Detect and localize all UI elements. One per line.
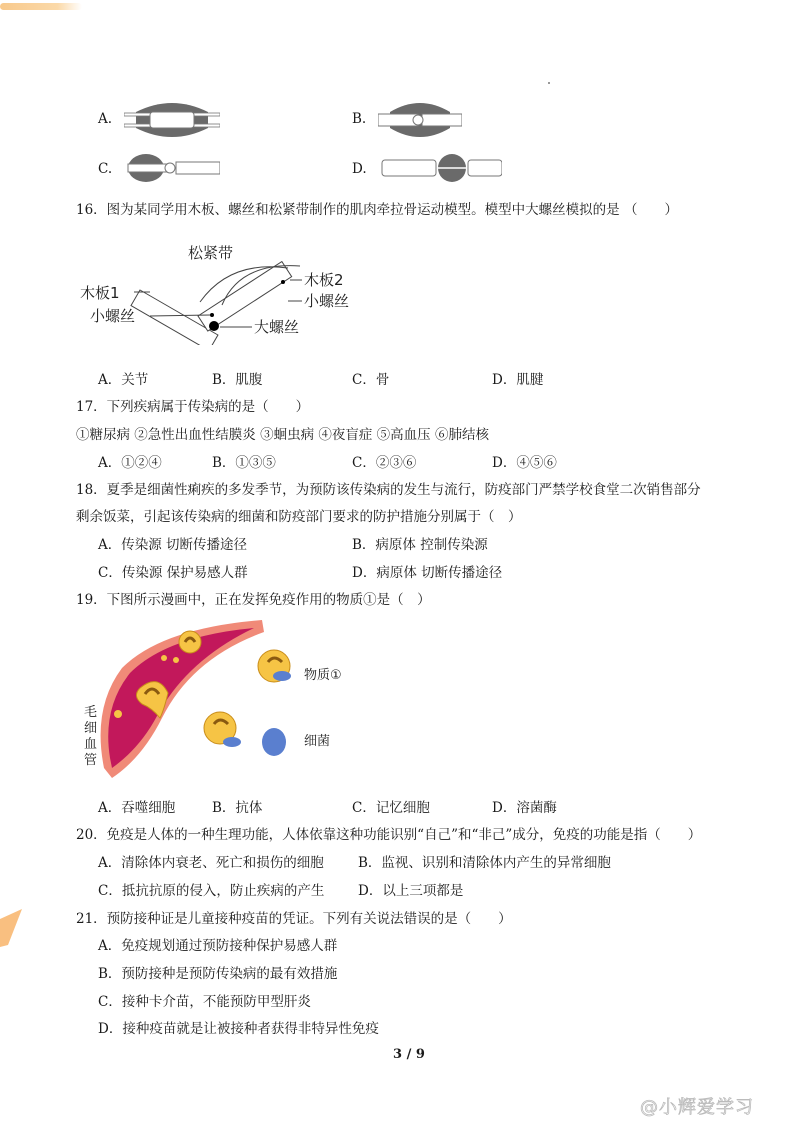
q17-option-c[interactable]: C．②③⑥ [352, 455, 417, 471]
q19-option-c[interactable]: C．记忆细胞 [352, 800, 430, 816]
label-band: 松紧带 [188, 244, 234, 262]
immune-cartoon-figure [82, 618, 352, 783]
q15-option-c-label: C. [98, 161, 113, 177]
label-board-1: 木板1 [80, 284, 120, 302]
q21-option-c[interactable]: C．接种卡介苗，不能预防甲型肝炎 [98, 994, 311, 1010]
page-number: 3 / 9 [393, 1047, 425, 1062]
q15-option-d-label: D. [352, 161, 367, 177]
q18-option-b[interactable]: B．病原体 控制传染源 [352, 537, 488, 553]
orange-marker-stroke-left [0, 905, 26, 949]
q17-option-b[interactable]: B．①③⑤ [212, 455, 276, 471]
q21-option-a[interactable]: A．免疫规划通过预防接种保护易感人群 [98, 938, 338, 954]
q18-option-d[interactable]: D．病原体 切断传播途径 [352, 565, 503, 581]
muscle-bone-figure-d [380, 152, 502, 184]
q20-stem: 20．免疫是人体的一种生理功能，人体依靠这种功能识别“自己”和“非己”成分，免疫的功能是指（ ） [76, 827, 702, 843]
label-substance: 物质① [304, 668, 342, 683]
q17-stem: 17．下列疾病属于传染病的是（ ） [76, 399, 310, 415]
q16-option-d[interactable]: D．肌腱 [492, 372, 544, 388]
q21-option-d[interactable]: D．接种疫苗就是让被接种者获得非特异性免疫 [98, 1021, 379, 1037]
muscle-bone-figure-a [124, 100, 220, 140]
q18-stem-line1: 18．夏季是细菌性痢疾的多发季节，为预防该传染病的发生与流行，防疫部门严禁学校食堂二次销售部分 [76, 482, 701, 498]
q19-option-d[interactable]: D．溶菌酶 [492, 800, 557, 816]
q21-stem: 21．预防接种证是儿童接种疫苗的凭证。下列有关说法错误的是（ ） [76, 911, 512, 927]
q18-option-a[interactable]: A．传染源 切断传播途径 [98, 537, 248, 553]
q15-option-b-label: B. [352, 111, 367, 127]
q17-option-d[interactable]: D．④⑤⑥ [492, 455, 557, 471]
label-capillary: 毛细血管 [84, 705, 98, 768]
label-board-2: 木板2 [304, 271, 344, 289]
q19-option-a[interactable]: A．吞噬细胞 [98, 800, 176, 816]
q20-option-c[interactable]: C．抵抗抗原的侵入，防止疾病的产生 [98, 883, 325, 899]
q20-option-b[interactable]: B．监视、识别和清除体内产生的异常细胞 [358, 855, 611, 871]
q20-option-a[interactable]: A．清除体内衰老、死亡和损伤的细胞 [98, 855, 324, 871]
muscle-model-figure [80, 240, 370, 345]
label-big-screw: 大螺丝 [254, 318, 300, 336]
q16-option-b[interactable]: B．肌腹 [212, 372, 263, 388]
label-small-screw-left: 小螺丝 [90, 307, 136, 325]
q15-option-a-label: A. [98, 111, 113, 127]
q18-option-c[interactable]: C．传染源 保护易感人群 [98, 565, 248, 581]
q16-option-a[interactable]: A．关节 [98, 372, 149, 388]
q17-disease-list: ①糖尿病 ②急性出血性结膜炎 ③蛔虫病 ④夜盲症 ⑤高血压 ⑥肺结核 [76, 427, 489, 443]
q20-option-d[interactable]: D．以上三项都是 [358, 883, 464, 899]
q17-option-a[interactable]: A．①②④ [98, 455, 162, 471]
muscle-bone-figure-b [378, 100, 462, 140]
label-bacteria: 细菌 [304, 734, 331, 749]
speck [548, 82, 550, 84]
muscle-bone-figure-c [124, 152, 220, 184]
label-small-screw-right: 小螺丝 [304, 292, 350, 310]
orange-marker-stroke [0, 3, 82, 10]
q18-stem-line2: 剩余饭菜，引起该传染病的细菌和防疫部门要求的防护措施分别属于（ ） [76, 509, 522, 525]
watermark: @小辉爱学习 [640, 1097, 754, 1118]
q19-stem: 19．下图所示漫画中，正在发挥免疫作用的物质①是（ ） [76, 592, 431, 608]
q19-option-b[interactable]: B．抗体 [212, 800, 263, 816]
q16-option-c[interactable]: C．骨 [352, 372, 390, 388]
q16-stem: 16．图为某同学用木板、螺丝和松紧带制作的肌肉牵拉骨运动模型。模型中大螺丝模拟的是 （ ） [76, 202, 678, 218]
q21-option-b[interactable]: B．预防接种是预防传染病的最有效措施 [98, 966, 338, 982]
